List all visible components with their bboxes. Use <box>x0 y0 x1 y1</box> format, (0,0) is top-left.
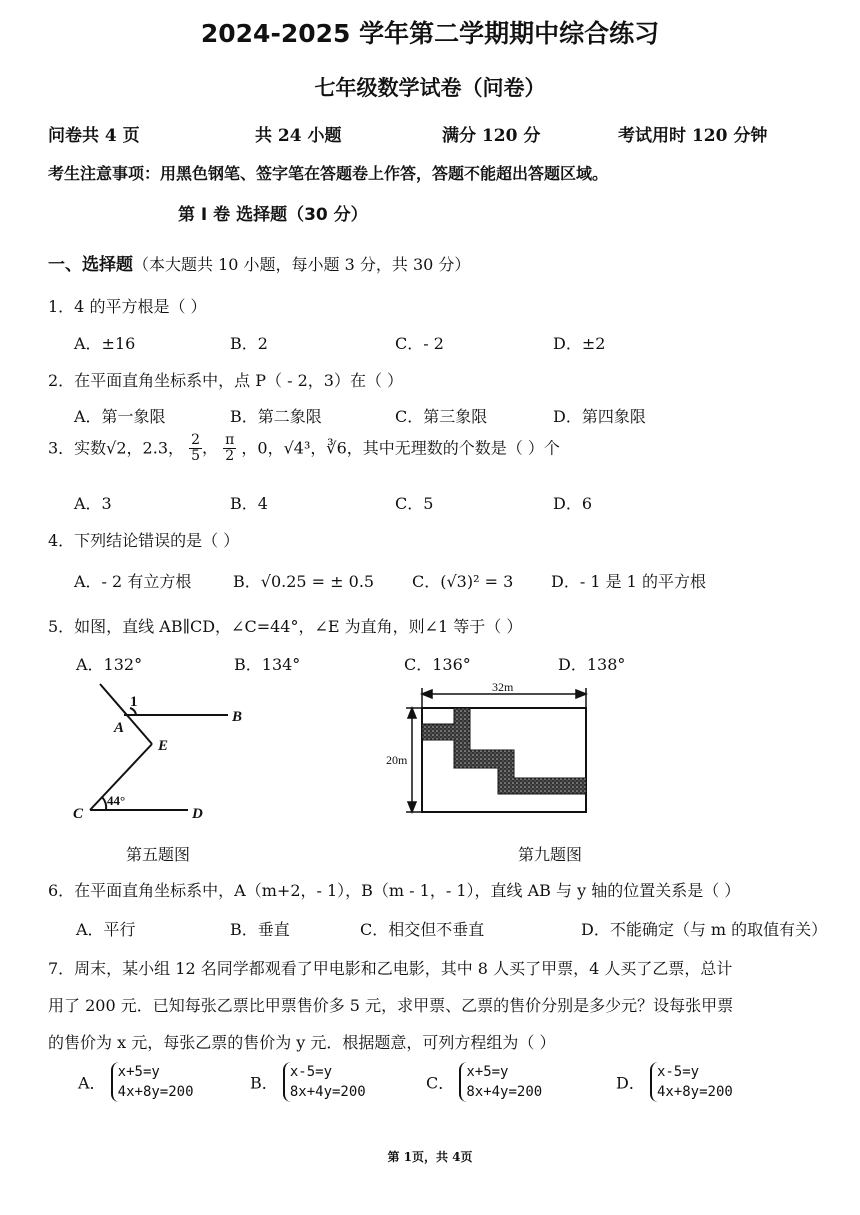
q6-option-c: C．相交但不垂直 <box>360 920 485 939</box>
question-1-stem: 1．4 的平方根是（ ） <box>48 297 207 316</box>
label-c: C <box>73 806 84 822</box>
q6-option-b: B．垂直 <box>230 920 290 939</box>
q7-option-c: C． x+5=y 8x+4y=200 <box>426 1064 543 1100</box>
q7-option-d-system: x-5=y 4x+8y=200 <box>650 1062 733 1102</box>
road-path <box>422 708 586 794</box>
q3-fraction-2: $\frac{\pi}{2}$ <box>225 432 235 464</box>
exam-subtitle: 七年级数学试卷（问卷） <box>314 76 546 100</box>
section-desc: （本大题共 10 小题，每小题 3 分，共 30 分） <box>133 255 471 274</box>
q4-option-a: A．- 2 有立方根 <box>74 572 192 591</box>
q2-option-c: C．第三象限 <box>395 407 488 426</box>
page-footer: 第 1页，共 4页 <box>387 1150 473 1164</box>
q2-option-d: D．第四象限 <box>553 407 646 426</box>
q3-option-d: D．6 <box>553 494 593 513</box>
q7-option-a: A． x+5=y 4x+8y=200 <box>78 1064 194 1100</box>
q1-option-b: B．2 <box>230 334 268 353</box>
section-label: 一、选择题 <box>48 255 133 275</box>
figure-5-diagram <box>60 678 260 828</box>
label-d: D <box>192 806 203 822</box>
exam-notice: 考生注意事项：用黑色钢笔、签字笔在答题卷上作答，答题不能超出答题区域。 <box>48 164 609 183</box>
figure-9-caption: 第九题图 <box>518 845 583 864</box>
q3-option-b: B．4 <box>230 494 268 513</box>
q3-stem-pre: 3．实数√2，2.3， <box>48 438 185 458</box>
q4-option-b: B．√0.25 = ± 0.5 <box>233 572 375 591</box>
q4-option-d: D．- 1 是 1 的平方根 <box>551 572 706 591</box>
question-3-stem: 3．实数√2，2.3， $\frac{2}{5}$ ， $\frac{\pi}{2}$ ，0，√4³，∛6，其中无理数的个数是（ ）个 <box>48 432 560 464</box>
figure-5-caption: 第五题图 <box>126 845 191 864</box>
question-7-stem-line-2: 用了 200 元．已知每张乙票比甲票售价多 5 元，求甲票、乙票的售价分别是多少元？设每张甲票 <box>48 996 734 1015</box>
question-6-stem: 6．在平面直角坐标系中，A（m+2，- 1），B（m - 1，- 1），直线 AB 与 y 轴的位置关系是（ ） <box>48 881 741 900</box>
q3-stem-post: ，其中无理数的个数是（ ）个 <box>346 438 560 458</box>
q7-option-b: B． x-5=y 8x+4y=200 <box>250 1064 366 1100</box>
q6-option-d: D．不能确定（与 m 的取值有关） <box>581 920 828 939</box>
q6-option-a: A．平行 <box>76 920 136 939</box>
q2-option-b: B．第二象限 <box>230 407 322 426</box>
meta-score: 满分 120 分 <box>442 126 541 146</box>
q3-option-a: A．3 <box>74 494 112 513</box>
label-angle-44: 44° <box>107 793 126 808</box>
q7-option-c-system: x+5=y 8x+4y=200 <box>459 1062 542 1102</box>
label-1: 1 <box>130 694 138 710</box>
label-a: A <box>114 720 125 736</box>
q3-fraction-1: $\frac{2}{5}$ <box>191 432 201 464</box>
q5-option-a: A．132° <box>76 655 143 674</box>
q1-option-a: A．±16 <box>74 334 136 353</box>
q1-option-c: C．- 2 <box>395 334 444 353</box>
q5-option-b: B．134° <box>234 655 301 674</box>
q1-option-d: D．±2 <box>553 334 606 353</box>
question-5-stem: 5．如图，直线 AB∥CD，∠C=44°，∠E 为直角，则∠1 等于（ ） <box>48 617 523 636</box>
q5-option-c: C．136° <box>404 655 471 674</box>
q2-option-a: A．第一象限 <box>74 407 166 426</box>
q7-option-a-system: x+5=y 4x+8y=200 <box>111 1062 194 1102</box>
section-heading <box>48 250 470 275</box>
q5-option-d: D．138° <box>558 655 626 674</box>
q4-option-c: C．(√3)² = 3 <box>412 572 514 591</box>
meta-questions: 共 24 小题 <box>255 126 342 146</box>
exam-title: 2024-2025 学年第二学期期中综合练习 <box>200 19 660 48</box>
label-32m: 32m <box>492 682 514 694</box>
q3-option-c: C．5 <box>395 494 434 513</box>
question-4-stem: 4．下列结论错误的是（ ） <box>48 531 240 550</box>
meta-pages: 问卷共 4 页 <box>48 126 140 146</box>
label-e: E <box>158 738 169 754</box>
figure-9-diagram <box>380 682 600 822</box>
question-7-stem-line-1: 7．周末，某小组 12 名同学都观看了甲电影和乙电影，其中 8 人买了甲票，4 人买了乙票，总计 <box>48 959 733 978</box>
label-b: B <box>232 709 243 725</box>
part-heading: 第 Ⅰ 卷 选择题（30 分） <box>178 205 368 225</box>
q3-stem-middle: ，0，√4³，∛6 <box>241 438 347 458</box>
angle-c-arc <box>102 797 106 810</box>
label-20m: 20m <box>386 753 408 767</box>
question-7-stem-line-3: 的售价为 x 元，每张乙票的售价为 y 元．根据题意，可列方程组为（ ） <box>48 1033 556 1052</box>
question-2-stem: 2．在平面直角坐标系中，点 P（ - 2，3）在（ ） <box>48 371 404 390</box>
q7-option-b-system: x-5=y 8x+4y=200 <box>283 1062 366 1102</box>
q7-option-d: D． x-5=y 4x+8y=200 <box>616 1064 733 1100</box>
meta-time: 考试用时 120 分钟 <box>618 126 768 146</box>
